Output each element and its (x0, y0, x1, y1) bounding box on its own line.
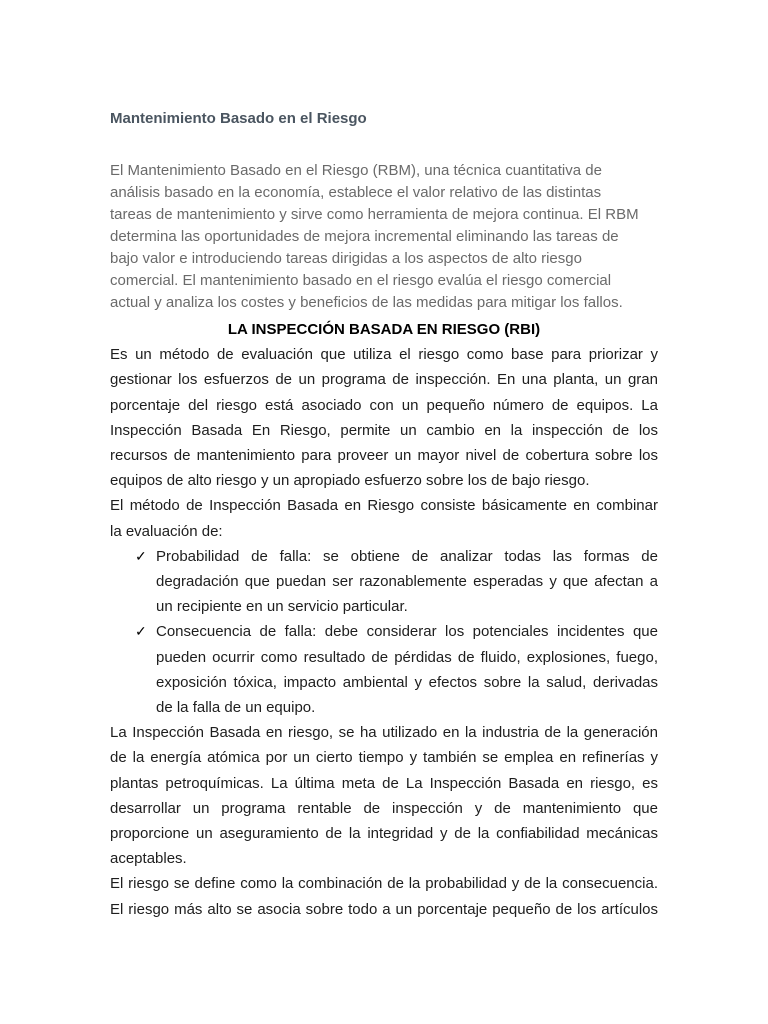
paragraph-line: recursos de mantenimiento para proveer un mayor nivel de cobertura sobre los (110, 447, 658, 465)
paragraph-applications (110, 720, 658, 871)
list-item-line: pueden ocurrir como resultado de pérdidas de fluido, explosiones, fuego, (156, 648, 658, 666)
paragraph-line: de la energía atómica por un cierto tiempo y también se emplea en refinerías y (110, 749, 658, 767)
paragraph-line: proporcione un aseguramiento de la integridad y de la confiabilidad mecánicas (110, 825, 658, 843)
section-heading: LA INSPECCIÓN BASADA EN RIESGO (RBI) (227, 321, 541, 338)
intro-line: comercial. El mantenimiento basado en el riesgo evalúa el riesgo comercial (110, 272, 612, 289)
intro-line: actual y analiza los costes y beneficios de las medidas para mitigar los fallos. (110, 294, 623, 311)
paragraph-line: la evaluación de: (110, 522, 223, 540)
intro-paragraph (110, 160, 658, 314)
paragraph-line: Inspección Basada En Riesgo, permite un cambio en la inspección de los (110, 421, 658, 439)
paragraph-line: aceptables. (110, 850, 187, 868)
document-title: Mantenimiento Basado en el Riesgo (110, 110, 367, 127)
checkmark-icon: ✓ (135, 623, 147, 640)
paragraph-line: El riesgo se define como la combinación de la probabilidad y de la consecuencia. (110, 875, 658, 893)
list-item-line: un recipiente en un servicio particular. (156, 598, 408, 616)
intro-line: análisis basado en la economía, establece el valor relativo de las distintas (110, 184, 602, 201)
paragraph-line: Es un método de evaluación que utiliza el riesgo como base para priorizar y (110, 346, 658, 364)
list-item-line: exposición tóxica, impacto ambiental y efectos sobre la salud, derivadas (156, 673, 658, 691)
list-item-line: Probabilidad de falla: se obtiene de analizar todas las formas de (156, 547, 658, 565)
paragraph-line: desarrollar un programa rentable de inspección y de mantenimiento que (110, 799, 658, 817)
paragraph-line: El método de Inspección Basada en Riesgo consiste básicamente en combinar (110, 497, 658, 515)
intro-line: determina las oportunidades de mejora incremental eliminando las tareas de (110, 228, 619, 245)
paragraph-method (110, 493, 658, 543)
evaluation-list (110, 544, 658, 720)
paragraph-definition (110, 342, 658, 493)
rbi-section (110, 317, 658, 922)
intro-line: tareas de mantenimiento y sirve como herramienta de mejora continua. El RBM (110, 206, 639, 223)
intro-line: bajo valor e introduciendo tareas dirigidas a los aspectos de alto riesgo (110, 250, 582, 267)
paragraph-line: gestionar los esfuerzos de un programa de inspección. En una planta, un gran (110, 371, 658, 389)
paragraph-line: La Inspección Basada en riesgo, se ha utilizado en la industria de la generación (110, 724, 658, 742)
checkmark-icon: ✓ (135, 547, 147, 564)
paragraph-risk-definition (110, 871, 658, 921)
intro-line: El Mantenimiento Basado en el Riesgo (RBM), una técnica cuantitativa de (110, 162, 602, 179)
paragraph-line: porcentaje del riesgo está asociado con un pequeño número de equipos. La (110, 396, 658, 414)
list-item-line: Consecuencia de falla: debe considerar los potenciales incidentes que (156, 623, 658, 641)
paragraph-line: plantas petroquímicas. La última meta de La Inspección Basada en riesgo, es (110, 774, 658, 792)
list-item-line: degradación que puedan ser razonablemente esperadas y que afectan a (156, 573, 658, 591)
list-item-line: de la falla de un equipo. (156, 699, 316, 717)
paragraph-line: equipos de alto riesgo y un apropiado esfuerzo sobre los de bajo riesgo. (110, 472, 590, 490)
paragraph-line: El riesgo más alto se asocia sobre todo a un porcentaje pequeño de los artículos (110, 900, 658, 918)
list-item-consequence (110, 619, 658, 720)
list-item-probability (110, 544, 658, 620)
